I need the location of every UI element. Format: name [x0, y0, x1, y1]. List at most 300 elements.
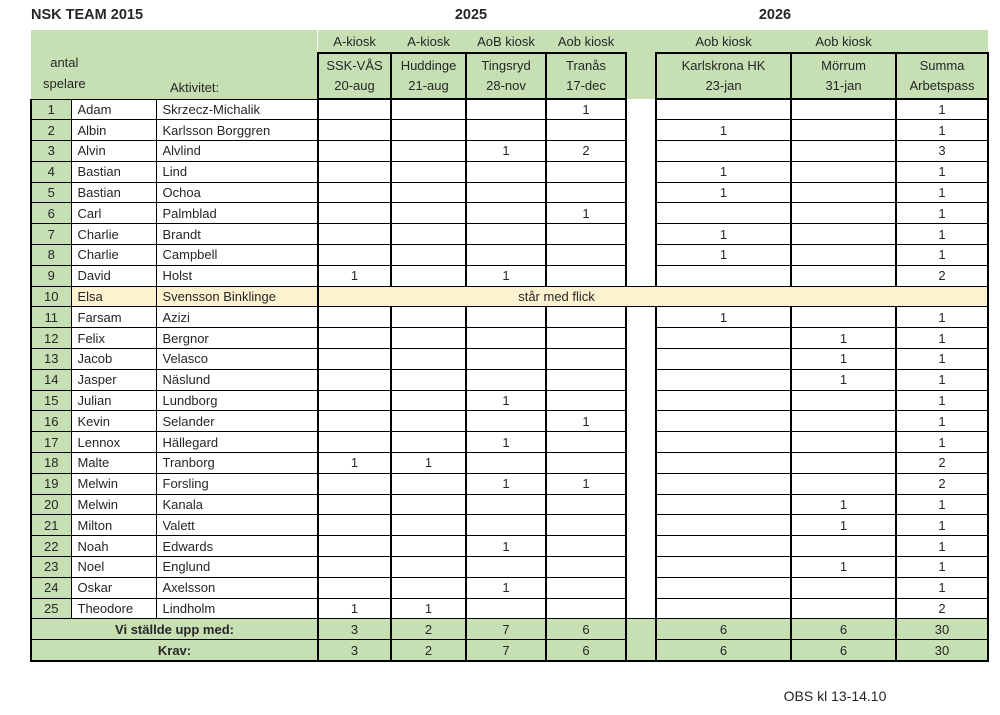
shift-cell — [656, 390, 791, 411]
shift-cell: 1 — [546, 203, 626, 224]
player-firstname-cell: Jacob — [71, 349, 156, 370]
shift-cell: 1 — [546, 99, 626, 120]
gap-cell — [626, 99, 656, 120]
shift-cell — [391, 432, 466, 453]
shift-cell — [318, 120, 391, 141]
player-number-cell: 10 — [31, 286, 71, 307]
shift-cell — [391, 161, 466, 182]
shift-cell: 1 — [791, 328, 896, 349]
shift-cell — [318, 141, 391, 162]
player-row — [31, 349, 988, 370]
summa-cell: 3 — [896, 141, 988, 162]
event-date: 21-aug — [408, 78, 449, 93]
shift-cell: 1 — [391, 453, 466, 474]
shift-cell — [466, 369, 546, 390]
gap-cell — [626, 245, 656, 266]
gap-cell — [626, 390, 656, 411]
player-number-cell: 6 — [31, 203, 71, 224]
shift-cell — [391, 182, 466, 203]
player-number-cell: 14 — [31, 369, 71, 390]
shift-cell — [656, 577, 791, 598]
shift-cell — [791, 141, 896, 162]
shift-cell — [318, 203, 391, 224]
shift-table — [30, 30, 989, 662]
shift-cell — [656, 453, 791, 474]
shift-cell — [466, 557, 546, 578]
antal-spelare-label: antal spelare — [43, 54, 86, 91]
gap-cell — [626, 141, 656, 162]
summa-cell: 1 — [896, 515, 988, 536]
shift-cell — [546, 577, 626, 598]
gap-cell — [626, 557, 656, 578]
player-row — [31, 536, 988, 557]
footer-value-cell: 3 — [318, 619, 391, 640]
summa-cell: 2 — [896, 453, 988, 474]
player-number-cell: 25 — [31, 598, 71, 619]
player-firstname-cell: Malte — [71, 453, 156, 474]
summa-cell: 2 — [896, 265, 988, 286]
bottom-note: OBS kl 13-14.10 — [783, 688, 887, 704]
shift-cell — [791, 224, 896, 245]
event-date: 23-jan — [705, 78, 742, 93]
shift-cell — [656, 411, 791, 432]
shift-cell — [466, 99, 546, 120]
player-row — [31, 473, 988, 494]
player-row — [31, 161, 988, 182]
player-firstname-cell: Oskar — [71, 577, 156, 598]
player-row — [31, 99, 988, 120]
shift-cell — [656, 369, 791, 390]
player-firstname-cell: Lennox — [71, 432, 156, 453]
shift-cell — [318, 182, 391, 203]
shift-cell — [546, 265, 626, 286]
player-lastname-cell: Bergnor — [156, 328, 318, 349]
player-row — [31, 390, 988, 411]
shift-cell — [546, 328, 626, 349]
footer-label-cell: Vi ställde upp med: — [31, 619, 318, 640]
player-lastname-cell: Ochoa — [156, 182, 318, 203]
note-cell: står med flick — [318, 286, 988, 307]
player-row — [31, 182, 988, 203]
shift-cell: 1 — [656, 307, 791, 328]
player-row — [31, 286, 988, 307]
player-number-cell: 7 — [31, 224, 71, 245]
shift-cell — [391, 224, 466, 245]
shift-cell: 1 — [791, 369, 896, 390]
shift-cell: 1 — [466, 536, 546, 557]
shift-cell — [391, 328, 466, 349]
kiosk-type-cell: Aob kiosk — [791, 30, 896, 53]
player-lastname-cell: Palmblad — [156, 203, 318, 224]
shift-cell — [791, 390, 896, 411]
footer-row — [31, 640, 988, 661]
player-lastname-cell: Azizi — [156, 307, 318, 328]
player-lastname-cell: Kanala — [156, 494, 318, 515]
gap-cell — [626, 265, 656, 286]
footer-value-cell: 6 — [791, 619, 896, 640]
shift-cell — [546, 161, 626, 182]
event-date: 31-jan — [825, 78, 862, 93]
event-header-cell — [318, 53, 391, 99]
shift-cell: 1 — [656, 161, 791, 182]
shift-cell — [391, 349, 466, 370]
summa-cell: 1 — [896, 349, 988, 370]
summa-cell: 1 — [896, 245, 988, 266]
player-firstname-cell: Felix — [71, 328, 156, 349]
shift-cell — [391, 411, 466, 432]
event-header-cell — [791, 53, 896, 99]
shift-cell — [656, 265, 791, 286]
shift-cell: 1 — [656, 120, 791, 141]
gap-cell — [626, 349, 656, 370]
player-row — [31, 411, 988, 432]
shift-cell — [391, 390, 466, 411]
player-firstname-cell: Bastian — [71, 161, 156, 182]
aktivitet-label: Aktivitet: — [169, 79, 220, 95]
event-name: Summa — [919, 58, 965, 73]
footer-row — [31, 619, 988, 640]
shift-cell: 1 — [791, 515, 896, 536]
player-row — [31, 369, 988, 390]
shift-cell — [318, 411, 391, 432]
player-row — [31, 120, 988, 141]
player-lastname-cell: Englund — [156, 557, 318, 578]
header-gap-cell — [626, 53, 656, 99]
shift-cell — [791, 307, 896, 328]
summa-cell: 1 — [896, 369, 988, 390]
player-number-cell: 12 — [31, 328, 71, 349]
shift-cell — [318, 473, 391, 494]
player-row — [31, 328, 988, 349]
footer-label-cell: Krav: — [31, 640, 318, 661]
shift-cell — [391, 369, 466, 390]
summa-cell: 1 — [896, 328, 988, 349]
shift-cell — [391, 577, 466, 598]
shift-cell — [656, 99, 791, 120]
player-row — [31, 494, 988, 515]
player-lastname-cell: Forsling — [156, 473, 318, 494]
shift-cell — [318, 245, 391, 266]
shift-cell — [318, 224, 391, 245]
shift-cell — [656, 598, 791, 619]
player-firstname-cell: Bastian — [71, 182, 156, 203]
gap-cell — [626, 536, 656, 557]
player-row — [31, 577, 988, 598]
player-firstname-cell: Elsa — [71, 286, 156, 307]
shift-cell — [391, 536, 466, 557]
shift-cell — [466, 349, 546, 370]
summa-cell: 1 — [896, 182, 988, 203]
event-name: Mörrum — [821, 58, 866, 73]
footer-value-cell: 2 — [391, 619, 466, 640]
shift-cell — [791, 120, 896, 141]
shift-cell — [318, 161, 391, 182]
gap-cell — [626, 577, 656, 598]
player-number-cell: 20 — [31, 494, 71, 515]
shift-cell — [391, 265, 466, 286]
shift-cell — [466, 307, 546, 328]
shift-cell — [791, 99, 896, 120]
player-lastname-cell: Lind — [156, 161, 318, 182]
player-lastname-cell: Edwards — [156, 536, 318, 557]
shift-cell: 1 — [791, 494, 896, 515]
player-row — [31, 307, 988, 328]
player-firstname-cell: Carl — [71, 203, 156, 224]
year-2025-label: 2025 — [454, 7, 488, 23]
shift-cell — [546, 224, 626, 245]
player-lastname-cell: Svensson Binklinge — [156, 286, 318, 307]
player-lastname-cell: Holst — [156, 265, 318, 286]
kiosk-type-cell: A-kiosk — [391, 30, 466, 53]
shift-cell — [466, 120, 546, 141]
shift-cell: 1 — [466, 141, 546, 162]
shift-cell — [391, 120, 466, 141]
player-number-cell: 16 — [31, 411, 71, 432]
player-lastname-cell: Tranborg — [156, 453, 318, 474]
shift-cell — [656, 432, 791, 453]
shift-cell — [466, 515, 546, 536]
shift-cell — [656, 515, 791, 536]
player-number-cell: 21 — [31, 515, 71, 536]
event-date: 17-dec — [566, 78, 606, 93]
player-lastname-cell: Lundborg — [156, 390, 318, 411]
shift-cell: 1 — [318, 453, 391, 474]
shift-cell — [466, 203, 546, 224]
shift-cell — [318, 390, 391, 411]
shift-cell — [791, 411, 896, 432]
kiosk-type-cell: AoB kiosk — [466, 30, 546, 53]
gap-cell — [626, 432, 656, 453]
shift-cell — [546, 182, 626, 203]
event-header-cell — [546, 53, 626, 99]
player-number-cell: 8 — [31, 245, 71, 266]
gap-cell — [626, 598, 656, 619]
shift-cell — [318, 328, 391, 349]
shift-cell — [656, 473, 791, 494]
player-row — [31, 141, 988, 162]
footer-value-cell: 7 — [466, 619, 546, 640]
player-row — [31, 557, 988, 578]
player-number-cell: 13 — [31, 349, 71, 370]
left-header-block — [31, 30, 318, 99]
shift-cell — [791, 203, 896, 224]
gap-cell — [626, 307, 656, 328]
shift-cell — [656, 328, 791, 349]
shift-cell: 1 — [466, 473, 546, 494]
player-number-cell: 5 — [31, 182, 71, 203]
shift-cell: 1 — [466, 432, 546, 453]
player-number-cell: 4 — [31, 161, 71, 182]
player-row — [31, 265, 988, 286]
player-firstname-cell: Jasper — [71, 369, 156, 390]
shift-cell — [546, 494, 626, 515]
shift-cell — [466, 245, 546, 266]
shift-cell — [318, 494, 391, 515]
shift-cell — [318, 307, 391, 328]
player-firstname-cell: Adam — [71, 99, 156, 120]
shift-cell — [391, 557, 466, 578]
player-number-cell: 19 — [31, 473, 71, 494]
player-number-cell: 3 — [31, 141, 71, 162]
shift-cell — [656, 494, 791, 515]
player-lastname-cell: Alvlind — [156, 141, 318, 162]
shift-cell: 2 — [546, 141, 626, 162]
gap-cell — [626, 369, 656, 390]
footer-value-cell: 30 — [896, 640, 988, 661]
kiosk-type-cell: A-kiosk — [318, 30, 391, 53]
player-row — [31, 224, 988, 245]
summa-cell: 1 — [896, 577, 988, 598]
player-lastname-cell: Hällegard — [156, 432, 318, 453]
shift-cell: 1 — [656, 224, 791, 245]
shift-cell: 1 — [466, 577, 546, 598]
footer-gap-cell — [626, 619, 656, 661]
shift-cell — [791, 577, 896, 598]
shift-cell — [391, 494, 466, 515]
player-firstname-cell: David — [71, 265, 156, 286]
player-number-cell: 22 — [31, 536, 71, 557]
summa-cell: 1 — [896, 411, 988, 432]
player-firstname-cell: Noel — [71, 557, 156, 578]
summa-cell: 2 — [896, 598, 988, 619]
summa-cell: 1 — [896, 557, 988, 578]
footer-value-cell: 6 — [656, 619, 791, 640]
shift-cell — [656, 536, 791, 557]
shift-cell: 1 — [318, 265, 391, 286]
header-gap-cell — [626, 30, 656, 53]
shift-cell — [546, 390, 626, 411]
player-number-cell: 2 — [31, 120, 71, 141]
event-name: Tingsryd — [481, 58, 531, 73]
shift-cell — [391, 99, 466, 120]
event-header-cell — [466, 53, 546, 99]
player-number-cell: 24 — [31, 577, 71, 598]
shift-cell — [546, 432, 626, 453]
summa-cell: 1 — [896, 161, 988, 182]
player-lastname-cell: Velasco — [156, 349, 318, 370]
year-2026-label: 2026 — [758, 7, 792, 23]
footer-value-cell: 7 — [466, 640, 546, 661]
shift-cell — [318, 432, 391, 453]
event-header-cell — [391, 53, 466, 99]
shift-cell — [546, 349, 626, 370]
footer-value-cell: 6 — [546, 640, 626, 661]
summa-cell: 1 — [896, 307, 988, 328]
sheet-title: NSK TEAM 2015 — [31, 7, 144, 23]
shift-cell: 1 — [466, 390, 546, 411]
player-number-cell: 1 — [31, 99, 71, 120]
shift-cell — [391, 203, 466, 224]
shift-cell — [318, 369, 391, 390]
shift-cell: 1 — [466, 265, 546, 286]
summa-cell: 1 — [896, 494, 988, 515]
shift-cell — [466, 161, 546, 182]
shift-cell: 1 — [546, 473, 626, 494]
gap-cell — [626, 203, 656, 224]
shift-cell — [466, 598, 546, 619]
shift-cell — [318, 349, 391, 370]
shift-cell: 1 — [318, 598, 391, 619]
gap-cell — [626, 453, 656, 474]
summa-cell: 2 — [896, 473, 988, 494]
shift-cell — [546, 515, 626, 536]
shift-cell — [791, 245, 896, 266]
player-row — [31, 203, 988, 224]
event-name: Huddinge — [400, 58, 457, 73]
event-header-cell — [896, 53, 988, 99]
shift-cell — [656, 203, 791, 224]
summa-cell: 1 — [896, 224, 988, 245]
gap-cell — [626, 515, 656, 536]
event-date: 28-nov — [486, 78, 526, 93]
shift-cell — [791, 182, 896, 203]
footer-value-cell: 6 — [546, 619, 626, 640]
event-name: Karlskrona HK — [681, 58, 766, 73]
player-row — [31, 598, 988, 619]
gap-cell — [626, 182, 656, 203]
player-row — [31, 515, 988, 536]
footer-value-cell: 6 — [656, 640, 791, 661]
player-number-cell: 18 — [31, 453, 71, 474]
player-lastname-cell: Karlsson Borggren — [156, 120, 318, 141]
shift-cell — [791, 453, 896, 474]
player-lastname-cell: Valett — [156, 515, 318, 536]
shift-cell — [318, 577, 391, 598]
event-header-cell — [656, 53, 791, 99]
shift-cell — [791, 473, 896, 494]
shift-cell — [546, 120, 626, 141]
shift-cell — [391, 473, 466, 494]
player-lastname-cell: Näslund — [156, 369, 318, 390]
player-firstname-cell: Charlie — [71, 224, 156, 245]
shift-cell — [318, 515, 391, 536]
kiosk-type-cell: Aob kiosk — [656, 30, 791, 53]
shift-cell — [318, 557, 391, 578]
event-date: Arbetspass — [909, 78, 975, 93]
player-number-cell: 11 — [31, 307, 71, 328]
gap-cell — [626, 120, 656, 141]
summa-cell: 1 — [896, 536, 988, 557]
summa-cell: 1 — [896, 99, 988, 120]
shift-cell — [391, 515, 466, 536]
footer-value-cell: 6 — [791, 640, 896, 661]
shift-cell — [791, 598, 896, 619]
player-firstname-cell: Melwin — [71, 494, 156, 515]
player-lastname-cell: Brandt — [156, 224, 318, 245]
shift-cell — [318, 99, 391, 120]
gap-cell — [626, 473, 656, 494]
player-firstname-cell: Alvin — [71, 141, 156, 162]
player-firstname-cell: Melwin — [71, 473, 156, 494]
gap-cell — [626, 224, 656, 245]
shift-cell — [656, 557, 791, 578]
footer-value-cell: 2 — [391, 640, 466, 661]
player-number-cell: 23 — [31, 557, 71, 578]
shift-cell — [546, 453, 626, 474]
player-row — [31, 453, 988, 474]
player-lastname-cell: Selander — [156, 411, 318, 432]
shift-cell — [391, 141, 466, 162]
shift-cell — [466, 494, 546, 515]
shift-cell — [791, 265, 896, 286]
shift-cell — [791, 536, 896, 557]
shift-cell — [466, 411, 546, 432]
player-lastname-cell: Lindholm — [156, 598, 318, 619]
summa-cell: 1 — [896, 390, 988, 411]
player-firstname-cell: Theodore — [71, 598, 156, 619]
player-firstname-cell: Albin — [71, 120, 156, 141]
player-firstname-cell: Farsam — [71, 307, 156, 328]
